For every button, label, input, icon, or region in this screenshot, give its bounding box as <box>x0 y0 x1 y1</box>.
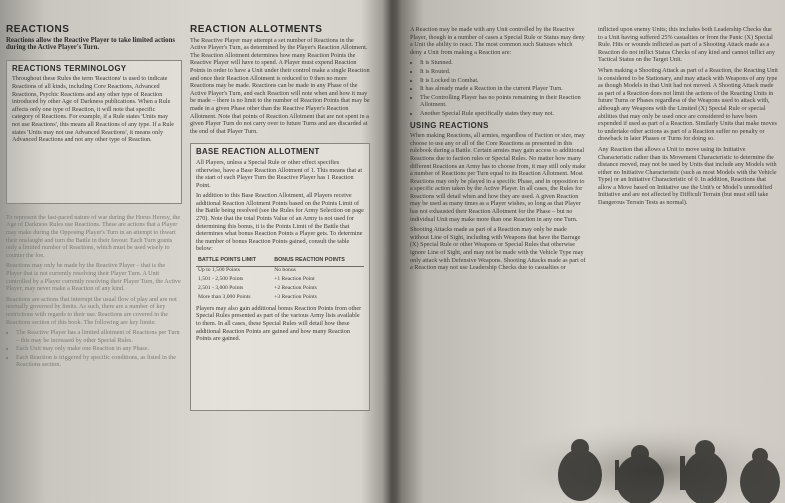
right-col2-text-2: When making a Shooting Attack as part of a Reaction, the Reacting Unit is considered to be Stationary, and may attack with Weapons of any type as though Models in that Unit had not moved. A Shooting Attack made as part of a Reaction does not limit the actions of the Reacting Units in future Turns or Phases regardless of the Weapons used to attack with, although any Weapons with the Limited (X) Special Rule or special abilities that may only be used once are considered to have been expended if used as part of a Reaction. Similarly Units that make moves to undertake other actions as part of a Reaction suffer no penalty or drawback in later Phases or Turns for doing so. <box>598 66 778 143</box>
table-header: BATTLE POINTS LIMIT <box>196 256 272 266</box>
table-cell: More than 3,000 Points <box>198 293 251 300</box>
list-item: • Each Unit may only make one Reaction in any Phase. <box>16 345 182 353</box>
list-item: • It is Locked in Combat. <box>420 77 586 85</box>
right-column-2 <box>598 26 778 416</box>
table-cell: No bonus <box>274 267 296 274</box>
base-allotment-box <box>190 143 370 411</box>
right-col2-text-1: inflicted upon enemy Units; this includes both Leadership Checks due to a Unit having suffered 25% casualties or from the Panic (X) Special Rule. Hits or wounds inflicted as part of a Shooting Attack made as a Reaction do not inflict Status Checks of any kind and cannot inflict any Tactical Status on the Target Unit. <box>598 26 775 64</box>
terminology-text: Throughout these Rules the term 'Reactions' is used to indicate Reactions of all kinds, including Core Reactions, Advanced Reactions, Psychic Reactions and any other type of Reaction introduced by other Age of Darkness publications. When a Rule affects only one type of Reaction, it will note that specific category of Reactions. For example, if a Rule states 'Units may not use Reactions', this means all Reactions of any type. If a Rule states 'Units may not use Advanced Reactions', it means only Advanced Reactions and not any other type of Reaction. <box>12 75 174 144</box>
base-allotment-text-1: All Players, unless a Special Rule or other effect specifies otherwise, have a Base Reaction Allotment of 1. This means that at the start of each Player Turn the Reactive Player has 1 Reaction Point. <box>196 158 363 189</box>
middle-column <box>190 26 370 411</box>
table-cell: 2,501 - 3,000 Points <box>198 284 244 291</box>
left-body-paragraph-3: Reactions are actions that interrupt the usual flow of play and are not normally governed by limits. As such, there are a number of key restrictions with regards to their use. Reactions are covered in the Reactions section of this book. The following are key limits: <box>6 295 177 326</box>
list-item: • The Reactive Player has a limited allotment of Reactions per Turn – this may be increased by other Special Rules. <box>16 329 182 344</box>
table-row <box>196 284 364 293</box>
right-intro: A Reaction may be made with any Unit controlled by the Reactive Player, though in a number of cases a Special Rule or Status may deny a Unit the ability to react. The most common such Statuses which deny a Unit from making a Reaction are: <box>410 26 585 56</box>
using-reactions-text-2: Shooting Attacks made as part of a Reaction may only be made without Line of Sight, including with Weapons that have the Barrage (X) Special Rule or other Weapons or Special Rules that otherwise ignore Line of Sight, and may not be made with the Vehicle Type may only attack with Defensive Weapons. Shooting Attacks made as part of a Reaction may not use Leadership Checks due to casualties or <box>410 226 586 272</box>
list-item: • Another Special Rule specifically states they may not. <box>420 110 586 118</box>
list-item: • It is Stunned. <box>420 59 586 67</box>
table-row <box>196 266 364 275</box>
table-cell: 1,501 - 2,500 Points <box>198 276 244 282</box>
table-header: BONUS REACTION POINTS <box>272 256 364 266</box>
left-body <box>6 214 182 369</box>
list-item: • Each Reaction is triggered by specific conditions, as listed in the Reactions section. <box>16 354 182 369</box>
terminology-heading: REACTIONS TERMINOLOGY <box>12 63 127 73</box>
base-allotment-heading: BASE REACTION ALLOTMENT <box>196 147 320 157</box>
reactions-lead: Reactions allow the Reactive Player to take limited actions during the Active Player's Turn. <box>6 36 176 52</box>
table-cell: +3 Reaction Points <box>274 293 317 300</box>
table-row <box>196 275 364 284</box>
left-column <box>6 26 182 372</box>
table-cell: +2 Reaction Points <box>274 284 317 291</box>
right-col2-text-3: Any Reaction that allows a Unit to move using its Initiative Characteristic rather than its Movement Characteristic to determine the distance moved, may not be used by Units that include any Models with either no Initiative Characteristic (such as most Models with the Vehicle Type) or an Initiative Characteristic of 0. In addition, Reactions that allow a Move based on Initiative use the Unit's or Model's unmodified Initiative and are not affected by Difficult Terrain (but must still take Dangerous Terrain Tests as normal). <box>598 145 777 207</box>
using-reactions-heading: USING REACTIONS <box>410 120 489 130</box>
left-bullet-list <box>16 329 182 369</box>
list-item: • It is Routed. <box>420 68 586 76</box>
terminology-box <box>6 60 182 204</box>
base-allotment-text-3: Players may also gain additional bonus Reaction Points from other Special Rules presented as part of the various Army lists available to them. In all cases, these Special Rules will detail how these additional Reaction Points are gained and how many Reaction Points are gained. <box>196 304 362 343</box>
allotment-text: The Reactive Player may attempt a set number of Reactions in the Active Player's Turn, as determined by the Player's Reaction Allotment. The Reaction Allotment determines how many Reaction Points the Reactive Player will have to spend. A Player must expend Reaction Points in order to have a Unit under their control make a single Reaction and once their Reaction Allotment is reduced to 0 then no more Reactions may be made. Reactions can be made in any Phase of the Active Player's Turn, and each Reaction will note when and how it may be made – there is no limit to the number of Reaction Points that may be made in a given Phase other than the Reactive Player's Reaction Allotment. Note that points of Reaction Allotment that are not spent in a given Player Turn do not carry over to future Turns and are discarded at the end of that Player Turn. <box>190 36 370 135</box>
using-reactions-text-1: When making Reactions, all armies, regardless of Faction or size, may choose to use any or all of the Core Reactions as presented in this rulebook during a Battle. Certain armies may gain access to additional Reactions due to faction rules or Special Rules. No matter how many different Reactions an Army has to choose from, it may still only make a number of Reactions per Turn equal to its Reaction Allotment. Most Reactions may only be played in a specific Phase, and in opposition to a specific action taken by the Active Player. In all cases, the Rules for Reactions will detail when and how they are used. A given Reaction may be used as many times as a Player wishes, so long as that Player has not exhausted their Reaction Allotment for the Phase – but no individual Unit may make more than one Reaction in any one Turn. <box>410 132 586 223</box>
table-row <box>196 293 364 302</box>
list-item: • The Controlling Player has no points remaining in their Reaction Allotment. <box>420 94 586 109</box>
left-body-paragraph-2: Reactions may only be made by the Reactive Player – that is the Player that is not currently resolving their Player Turn. A Unit controlled by a Player currently resolving their Player Turn, the Active Player, may never make a Reaction of any kind. <box>6 262 181 293</box>
allotment-heading: REACTION ALLOTMENTS <box>190 24 323 35</box>
right-bullet-list <box>420 59 586 117</box>
left-page <box>0 0 385 503</box>
bonus-reaction-table <box>196 256 364 302</box>
table-cell: Up to 1,500 Points <box>198 267 240 274</box>
table-cell: +1 Reaction Point <box>274 276 315 282</box>
list-item: • It has already made a Reaction in the current Player Turn. <box>420 85 586 93</box>
base-allotment-text-2: In addition to this Base Reaction Allotment, all Players receive additional Reaction Allotment Points based on the Points Limit of the Battle being resolved (see the Rules for Army Selection on page 270). Note that the total Points Value of an Army is not used for determining this bonus, it is the Points Limit of the Battle that determines what bonus Reaction Points a Player gets. To determine the number of bonus Reaction Points gained, consult the table below: <box>196 192 364 253</box>
left-body-paragraph-1: To represent the fast-paced nature of war during the Horus Heresy, the Age of Darkness Rules use Reactions. These are actions that a Player may make during the Opposing Player's Turn in an attempt to thwart their onslaught and turn the Battle in their favour. Each Turn grants only a limited number of Reactions, which must be used wisely to counter the foe. <box>6 213 181 259</box>
reactions-heading: REACTIONS <box>6 24 70 35</box>
miniature-artwork <box>520 420 785 503</box>
table-header-row <box>196 256 364 266</box>
